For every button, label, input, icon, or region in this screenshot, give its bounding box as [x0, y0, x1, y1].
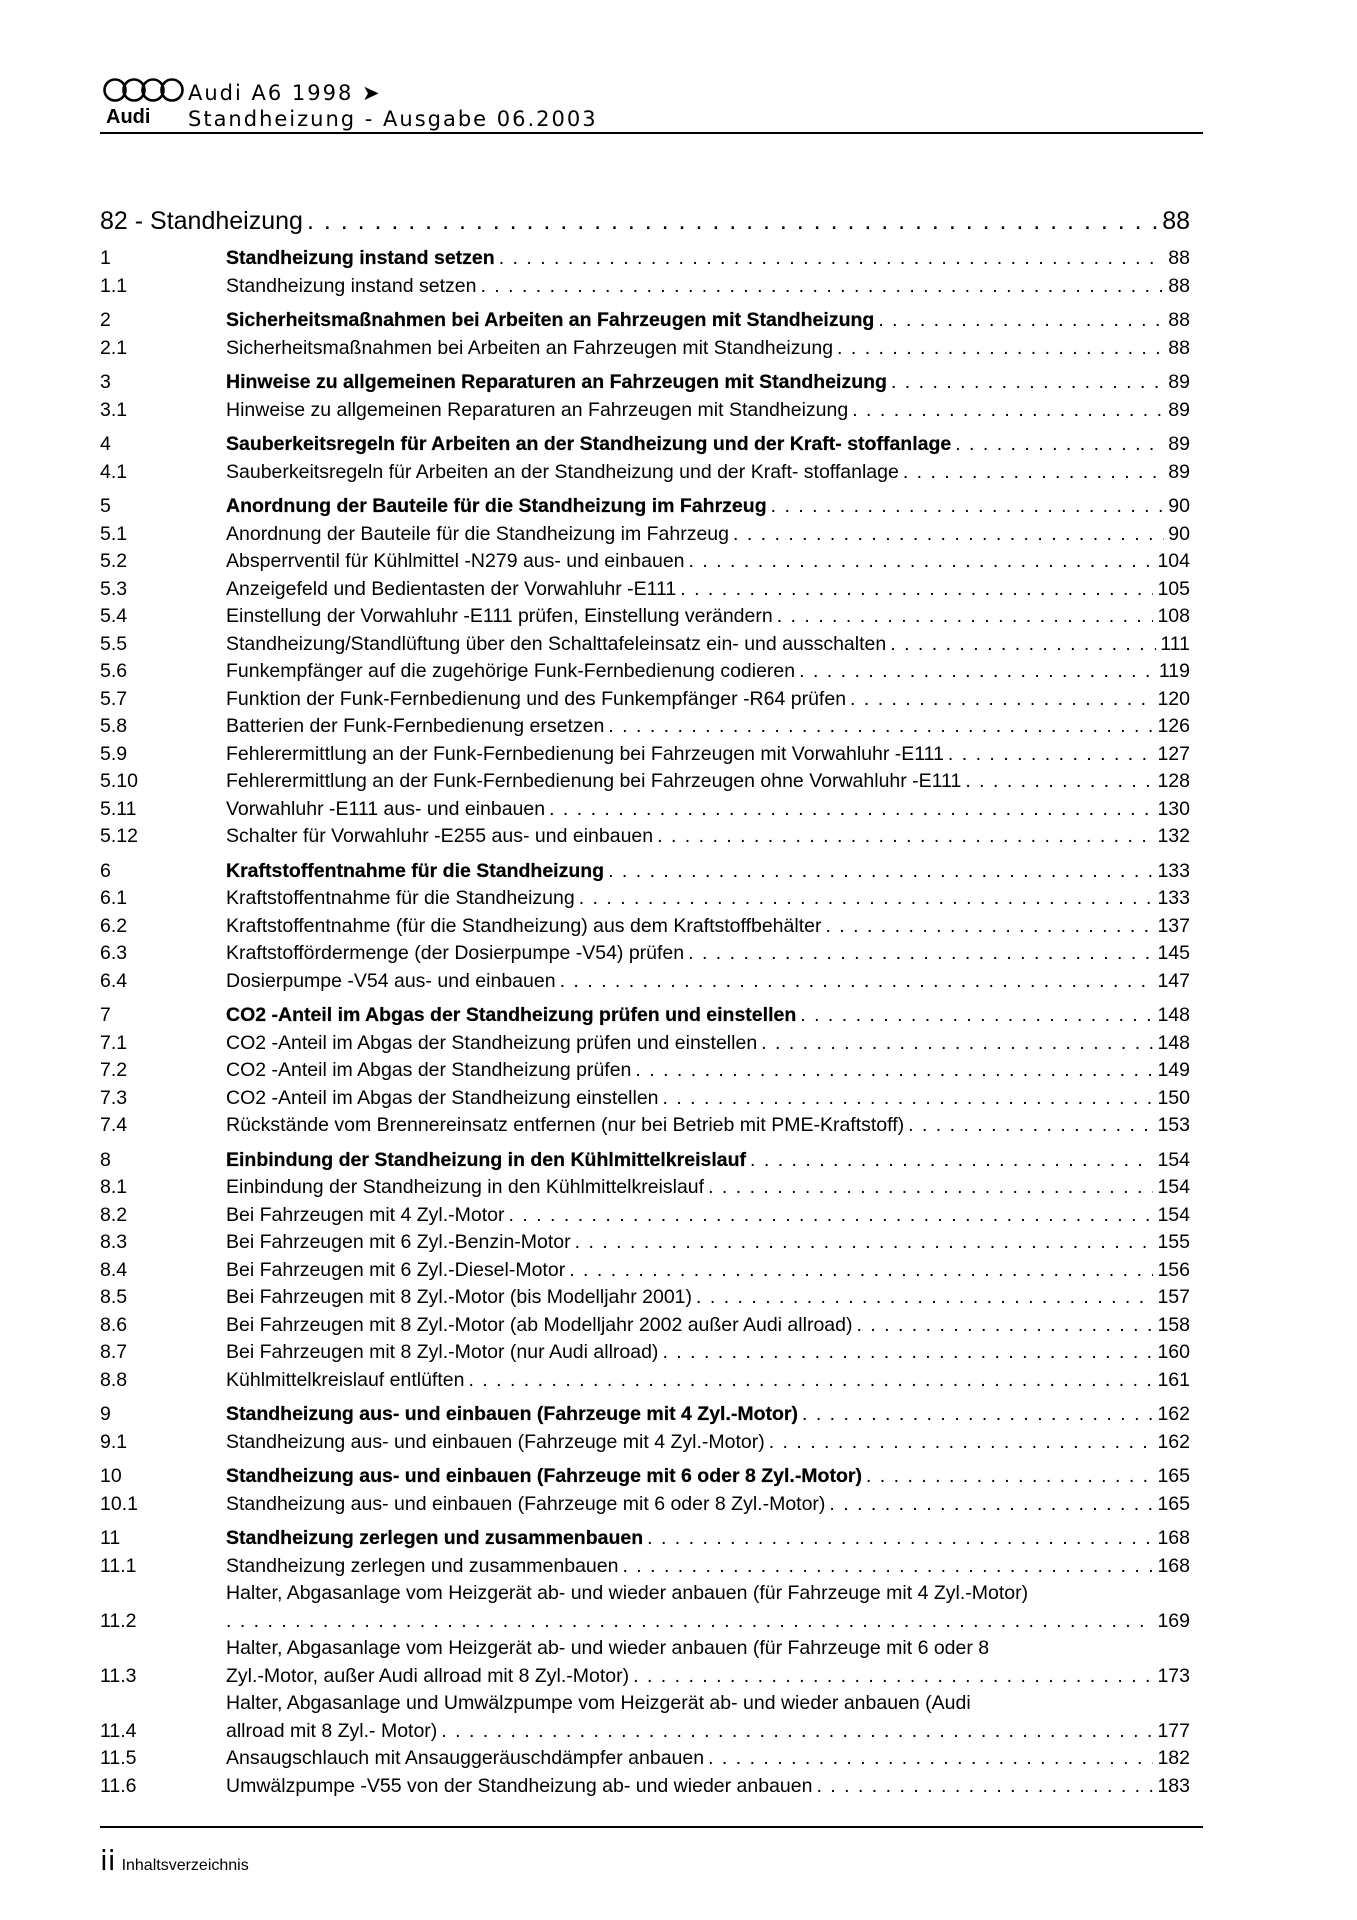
leader-dots — [688, 940, 1153, 968]
toc-entry-number: 8.8 — [100, 1368, 128, 1391]
toc-entry[interactable] — [100, 741, 1190, 769]
toc-entry-number: 8.7 — [100, 1341, 128, 1363]
toc-entry[interactable] — [100, 1085, 1190, 1113]
header-model: Audi A6 1998 ➤ — [188, 81, 382, 105]
toc-entry-number: 8.3 — [100, 1231, 128, 1253]
toc-entry[interactable] — [100, 796, 1190, 824]
toc-entry-number: 10 — [100, 1465, 122, 1487]
toc-entry[interactable] — [100, 335, 1190, 363]
toc-entry-title-line2: allroad mit 8 Zyl.- Motor) — [226, 1719, 438, 1742]
toc-entry-number: 8.6 — [100, 1313, 128, 1336]
toc-entry-title: Absperrventil für Kühlmittel -N279 aus- und einbauen — [226, 550, 685, 572]
toc-entry[interactable] — [100, 1057, 1190, 1085]
toc-entry-title: Bei Fahrzeugen mit 4 Zyl.-Motor — [226, 1203, 505, 1226]
toc-entry-page: 168 — [1157, 1554, 1190, 1577]
toc-entry-page: 183 — [1157, 1774, 1190, 1797]
toc-entry-title: Bei Fahrzeugen mit 6 Zyl.-Benzin-Motor — [226, 1231, 571, 1253]
toc-entry-number: 11.5 — [100, 1747, 137, 1769]
toc-entry[interactable] — [100, 913, 1190, 941]
toc-entry-page: 128 — [1157, 770, 1190, 792]
toc-entry-title: Anzeigefeld und Bedientasten der Vorwahluhr -E111 — [226, 577, 677, 600]
toc-entry-title: CO2 -Anteil im Abgas der Standheizung prüfen — [226, 1059, 632, 1081]
toc-entry-number: 11 — [100, 1527, 121, 1549]
leader-dots — [878, 307, 1164, 335]
toc-entry-number: 3.1 — [100, 398, 128, 421]
leader-dots — [549, 796, 1153, 824]
toc-entry[interactable] — [100, 1147, 1190, 1175]
toc-entry-page: 149 — [1157, 1059, 1190, 1081]
toc-entry-title: Bei Fahrzeugen mit 8 Zyl.-Motor (ab Modelljahr 2002 außer Audi allroad) — [226, 1313, 853, 1336]
leader-dots — [750, 1147, 1153, 1175]
toc-entry-number: 5 — [100, 495, 111, 517]
toc-entry-title: Umwälzpumpe -V55 von der Standheizung ab- und wieder anbauen — [226, 1774, 813, 1797]
toc-entry-number: 7.1 — [100, 1031, 128, 1054]
toc-entry-page: 137 — [1157, 914, 1190, 937]
toc-entry[interactable] — [100, 1030, 1190, 1058]
toc-entry-number: 8.1 — [100, 1176, 128, 1198]
toc-entry-title: Sicherheitsmaßnahmen bei Arbeiten an Fahrzeugen mit Standheizung — [226, 309, 875, 331]
toc-entry-page: 105 — [1157, 577, 1190, 600]
toc-entry-page: 165 — [1157, 1492, 1190, 1515]
leader-dots — [226, 1608, 1153, 1636]
toc-entry-number: 5.11 — [100, 797, 137, 820]
toc-entry-page: 155 — [1157, 1231, 1190, 1253]
toc-entry-page: 161 — [1157, 1368, 1190, 1391]
toc-entry[interactable] — [100, 1463, 1190, 1491]
toc-entry[interactable] — [100, 1773, 1190, 1801]
toc-entry-title: Ansaugschlauch mit Ansauggeräuschdämpfer anbauen — [226, 1747, 705, 1769]
toc-entry-number: 8 — [100, 1148, 111, 1171]
leader-dots — [560, 968, 1154, 996]
toc-entry-page: 133 — [1157, 887, 1190, 909]
toc-entry-number: 9 — [100, 1403, 111, 1425]
leader-dots — [799, 658, 1155, 686]
leader-dots — [761, 1030, 1153, 1058]
toc-entry-number: 6.2 — [100, 914, 128, 937]
toc-entry-number: 6.1 — [100, 887, 128, 909]
toc-entry-number: 6 — [100, 859, 111, 882]
toc-entry-title: Schalter für Vorwahluhr -E255 aus- und einbauen — [226, 825, 654, 847]
toc-entry-title: Standheizung aus- und einbauen (Fahrzeuge mit 6 oder 8 Zyl.-Motor) — [226, 1465, 862, 1487]
leader-dots — [903, 459, 1164, 487]
toc-entry-page: 89 — [1168, 398, 1190, 421]
toc-entry[interactable] — [100, 245, 1190, 273]
toc-chapter-heading[interactable] — [100, 204, 1190, 238]
toc-entry[interactable] — [100, 1002, 1190, 1030]
leader-dots — [680, 576, 1153, 604]
toc-entry[interactable] — [100, 1312, 1190, 1340]
toc-entry-title: Kraftstoffentnahme (für die Standheizung) aus dem Kraftstoffbehälter — [226, 914, 822, 937]
toc-entry-number: 2 — [100, 309, 111, 331]
leader-dots — [777, 603, 1154, 631]
toc-entry-page: 133 — [1157, 859, 1190, 882]
toc-entry-number: 1.1 — [100, 274, 128, 297]
toc-entry[interactable] — [100, 493, 1190, 521]
leader-dots — [708, 1174, 1153, 1202]
toc-entry-title: Kraftstoffentnahme für die Standheizung — [226, 887, 575, 909]
toc-entry[interactable] — [100, 1284, 1190, 1312]
toc-entry-page: 108 — [1157, 605, 1190, 627]
leader-dots — [663, 1085, 1154, 1113]
table-of-contents — [100, 204, 1190, 1800]
footer-rule — [100, 1826, 1203, 1828]
toc-entry-page: 120 — [1157, 687, 1190, 710]
toc-entry-page: 88 — [1168, 336, 1190, 359]
leader-dots — [689, 548, 1154, 576]
toc-entry[interactable] — [100, 1367, 1190, 1395]
toc-entry-title: Fehlerermittlung an der Funk-Fernbedienung bei Fahrzeugen mit Vorwahluhr -E111 — [226, 742, 944, 765]
toc-entry-number: 8.5 — [100, 1286, 128, 1308]
toc-entry-number: 5.12 — [100, 825, 138, 847]
toc-entry[interactable] — [100, 968, 1190, 996]
leader-dots — [608, 713, 1153, 741]
toc-entry[interactable] — [100, 1525, 1190, 1553]
toc-entry-title: Funkempfänger auf die zugehörige Funk-Fernbedienung codieren — [226, 660, 796, 682]
toc-entry[interactable] — [100, 521, 1190, 549]
toc-entry[interactable] — [100, 273, 1190, 301]
toc-entry[interactable] — [100, 1202, 1190, 1230]
toc-entry-page: 158 — [1157, 1313, 1190, 1336]
toc-entry[interactable] — [100, 1553, 1190, 1581]
toc-entry-title: Vorwahluhr -E111 aus- und einbauen — [226, 797, 546, 820]
toc-entry-title: Standheizung/Standlüftung über den Schalttafeleinsatz ein- und ausschalten — [226, 632, 887, 655]
toc-entry-title: Einbindung der Standheizung in den Kühlmittelkreislauf — [226, 1176, 705, 1198]
toc-entry-title: Batterien der Funk-Fernbedienung ersetzen — [226, 715, 605, 737]
header-rule — [100, 132, 1203, 134]
leader-dots — [816, 1773, 1153, 1801]
toc-entry-number: 10.1 — [100, 1492, 138, 1515]
toc-entry-title-line1: Halter, Abgasanlage vom Heizgerät ab- und wieder anbauen (für Fahrzeuge mit 6 oder 8 — [226, 1637, 990, 1659]
toc-entry-page: 154 — [1157, 1203, 1190, 1226]
toc-entry-title: Standheizung zerlegen und zusammenbauen — [226, 1527, 644, 1549]
audi-wordmark: Audi — [106, 106, 151, 128]
toc-entry-title: Kraftstoffördermenge (der Dosierpumpe -V54) prüfen — [226, 942, 685, 964]
toc-entry-number: 11.4 — [100, 1719, 137, 1742]
leader-dots — [696, 1284, 1153, 1312]
toc-entry-page: 147 — [1157, 969, 1190, 992]
toc-entry[interactable] — [100, 1745, 1190, 1773]
toc-entry-number: 7.4 — [100, 1114, 128, 1136]
toc-entry-title: CO2 -Anteil im Abgas der Standheizung prüfen und einstellen — [226, 1031, 758, 1054]
toc-entry[interactable] — [100, 1112, 1190, 1140]
toc-entry[interactable] — [100, 940, 1190, 968]
page-header — [100, 78, 1200, 134]
toc-entry-page: 132 — [1157, 825, 1190, 847]
toc-entry[interactable] — [100, 397, 1190, 425]
toc-entry-page: 177 — [1157, 1719, 1190, 1742]
toc-entry-page: 89 — [1168, 433, 1190, 455]
chapter-page: 88 — [1162, 207, 1190, 235]
toc-entry-number: 5.9 — [100, 742, 128, 765]
toc-entry-page: 119 — [1158, 660, 1190, 682]
toc-entry-title: Sauberkeitsregeln für Arbeiten an der Standheizung und der Kraft- stoffanlage — [226, 460, 899, 483]
toc-entry-title: Standheizung instand setzen — [226, 274, 477, 297]
leader-dots — [866, 1463, 1154, 1491]
toc-entry-number: 5.5 — [100, 632, 128, 655]
toc-entry-number: 11.2 — [100, 1609, 137, 1632]
toc-entry-page: 156 — [1157, 1258, 1190, 1281]
toc-entry-title: Einstellung der Vorwahluhr -E111 prüfen, Einstellung verändern — [226, 605, 773, 627]
toc-entry-title: Standheizung aus- und einbauen (Fahrzeuge mit 4 Zyl.-Motor) — [226, 1403, 799, 1425]
chapter-title: 82 - Standheizung — [100, 207, 303, 235]
leader-dots — [891, 369, 1164, 397]
page-footer — [100, 1844, 249, 1877]
toc-entry-page: 153 — [1157, 1114, 1190, 1136]
toc-entry-title: Standheizung instand setzen — [226, 247, 495, 269]
leader-dots — [948, 741, 1154, 769]
toc-entry[interactable] — [100, 823, 1190, 851]
toc-entry-title: Standheizung aus- und einbauen (Fahrzeuge mit 4 Zyl.-Motor) — [226, 1430, 765, 1453]
toc-entry-page: 162 — [1157, 1430, 1190, 1453]
leader-dots — [837, 335, 1164, 363]
toc-entry-page: 150 — [1157, 1086, 1190, 1109]
toc-entry[interactable] — [100, 1339, 1190, 1367]
toc-entry-page: 88 — [1168, 247, 1190, 269]
footer-label: Inhaltsverzeichnis — [121, 1857, 249, 1874]
toc-entry-page: 126 — [1157, 715, 1190, 737]
leader-dots — [608, 858, 1153, 886]
toc-entry-number: 7.2 — [100, 1059, 128, 1081]
toc-entry-title: Standheizung zerlegen und zusammenbauen — [226, 1554, 619, 1577]
toc-entry[interactable] — [100, 1580, 1190, 1635]
toc-entry-number: 8.2 — [100, 1203, 128, 1226]
toc-entry-number: 8.4 — [100, 1258, 128, 1281]
toc-entry-title-line2: Zyl.-Motor, außer Audi allroad mit 8 Zyl.-Motor) — [226, 1664, 630, 1687]
toc-entry-number: 11.3 — [100, 1664, 137, 1687]
toc-entry[interactable] — [100, 603, 1190, 631]
toc-entry-title: Einbindung der Standheizung in den Kühlmittelkreislauf — [226, 1148, 747, 1171]
leader-dots — [829, 1491, 1153, 1519]
toc-entry-title: Funktion der Funk-Fernbedienung und des Funkempfänger -R64 prüfen — [226, 687, 847, 710]
toc-entry[interactable] — [100, 858, 1190, 886]
leader-dots — [850, 686, 1153, 714]
leader-dots — [441, 1718, 1153, 1746]
toc-entry-title: Bei Fahrzeugen mit 8 Zyl.-Motor (bis Modelljahr 2001) — [226, 1286, 693, 1308]
toc-entry-page: 162 — [1157, 1403, 1190, 1425]
toc-entry[interactable] — [100, 768, 1190, 796]
toc-entry-page: 182 — [1157, 1747, 1190, 1769]
toc-entry-page: 89 — [1168, 371, 1190, 393]
toc-entry-number: 5.3 — [100, 577, 128, 600]
toc-entry-title-line1: Halter, Abgasanlage und Umwälzpumpe vom Heizgerät ab- und wieder anbauen (Audi — [226, 1692, 971, 1714]
toc-entry[interactable] — [100, 885, 1190, 913]
toc-entry[interactable] — [100, 459, 1190, 487]
toc-entry[interactable] — [100, 1491, 1190, 1519]
leader-dots — [579, 885, 1154, 913]
toc-entry-page: 127 — [1157, 742, 1190, 765]
leader-dots — [733, 521, 1164, 549]
toc-entry-number: 5.10 — [100, 770, 138, 792]
toc-entry-page: 154 — [1157, 1148, 1190, 1171]
toc-entry-page: 173 — [1157, 1664, 1190, 1687]
toc-entry-page: 160 — [1157, 1341, 1190, 1363]
toc-entry[interactable] — [100, 369, 1190, 397]
leader-dots — [965, 768, 1153, 796]
leader-dots — [499, 245, 1165, 273]
toc-entry[interactable] — [100, 631, 1190, 659]
toc-entry-number: 4 — [100, 433, 111, 455]
toc-entry[interactable] — [100, 1401, 1190, 1429]
toc-entry[interactable] — [100, 658, 1190, 686]
toc-entry-title-line1: Halter, Abgasanlage vom Heizgerät ab- und wieder anbauen (für Fahrzeuge mit 4 Zyl.-Motor) — [226, 1582, 1029, 1604]
leader-dots — [622, 1553, 1153, 1581]
leader-dots — [825, 913, 1153, 941]
toc-entry-title: Fehlerermittlung an der Funk-Fernbedienung bei Fahrzeugen ohne Vorwahluhr -E111 — [226, 770, 962, 792]
leader-dots — [890, 631, 1156, 659]
toc-entry-title: Kraftstoffentnahme für die Standheizung — [226, 859, 605, 882]
toc-entry-title: Standheizung aus- und einbauen (Fahrzeuge mit 6 oder 8 Zyl.-Motor) — [226, 1492, 826, 1515]
toc-entry-page: 90 — [1168, 495, 1190, 517]
toc-entry-title: Dosierpumpe -V54 aus- und einbauen — [226, 969, 556, 992]
leader-dots — [955, 431, 1164, 459]
toc-entry-number: 3 — [100, 371, 111, 393]
toc-entry-page: 145 — [1157, 942, 1190, 964]
toc-entry[interactable] — [100, 576, 1190, 604]
leader-dots — [771, 493, 1165, 521]
toc-entry-title: Bei Fahrzeugen mit 6 Zyl.-Diesel-Motor — [226, 1258, 566, 1281]
footer-page-number: ii — [100, 1844, 116, 1877]
toc-entry-number: 11.1 — [100, 1554, 137, 1577]
toc-entry-page: 165 — [1157, 1465, 1190, 1487]
toc-entry-page: 148 — [1157, 1004, 1190, 1026]
toc-entry[interactable] — [100, 1635, 1190, 1690]
toc-entry-title: Hinweise zu allgemeinen Reparaturen an Fahrzeugen mit Standheizung — [226, 398, 849, 421]
toc-entry-page: 89 — [1168, 460, 1190, 483]
toc-entry-title: Anordnung der Bauteile für die Standheizung im Fahrzeug — [226, 522, 729, 545]
toc-entry-page: 104 — [1157, 550, 1190, 572]
leader-dots — [856, 1312, 1153, 1340]
leader-dots — [800, 1002, 1153, 1030]
leader-dots — [657, 823, 1153, 851]
toc-entry[interactable] — [100, 431, 1190, 459]
toc-entry[interactable] — [100, 1229, 1190, 1257]
leader-dots — [569, 1257, 1153, 1285]
leader-dots — [575, 1229, 1154, 1257]
toc-entry-title: Kühlmittelkreislauf entlüften — [226, 1368, 465, 1391]
leader-dots — [635, 1057, 1153, 1085]
toc-entry-number: 5.1 — [100, 522, 128, 545]
toc-entry[interactable] — [100, 1429, 1190, 1457]
leader-dots — [468, 1367, 1153, 1395]
toc-entry-title: Rückstände vom Brennereinsatz entfernen (nur bei Betrieb mit PME-Kraftstoff) — [226, 1114, 905, 1136]
toc-entry-number: 1 — [100, 247, 111, 269]
toc-entry-number: 5.7 — [100, 687, 128, 710]
toc-entry-page: 169 — [1157, 1609, 1190, 1632]
leader-dots — [708, 1745, 1153, 1773]
toc-entry-page: 154 — [1157, 1176, 1190, 1198]
toc-entry-title: Bei Fahrzeugen mit 8 Zyl.-Motor (nur Audi allroad) — [226, 1341, 659, 1363]
toc-entry-number: 7.3 — [100, 1086, 128, 1109]
toc-entry-number: 5.2 — [100, 550, 128, 572]
toc-entry-page: 157 — [1157, 1286, 1190, 1308]
toc-entry-title: CO2 -Anteil im Abgas der Standheizung prüfen und einstellen — [226, 1004, 797, 1026]
leader-dots — [662, 1339, 1153, 1367]
toc-entry-number: 4.1 — [100, 460, 128, 483]
toc-entry[interactable] — [100, 1257, 1190, 1285]
toc-entry-number: 6.3 — [100, 942, 128, 964]
toc-entry[interactable] — [100, 1690, 1190, 1745]
toc-entry[interactable] — [100, 1174, 1190, 1202]
toc-entry[interactable] — [100, 307, 1190, 335]
toc-entry[interactable] — [100, 686, 1190, 714]
leader-dots — [307, 204, 1158, 238]
toc-entry-number: 9.1 — [100, 1430, 128, 1453]
toc-entry-page: 130 — [1157, 797, 1190, 820]
toc-entry[interactable] — [100, 548, 1190, 576]
toc-entry-page: 90 — [1168, 522, 1190, 545]
toc-entry-title: Sauberkeitsregeln für Arbeiten an der Standheizung und der Kraft- stoffanlage — [226, 433, 952, 455]
toc-entry-title: CO2 -Anteil im Abgas der Standheizung einstellen — [226, 1086, 659, 1109]
toc-entry-page: 168 — [1157, 1527, 1190, 1549]
toc-entry-number: 2.1 — [100, 336, 128, 359]
leader-dots — [802, 1401, 1153, 1429]
toc-entry-title: Anordnung der Bauteile für die Standheizung im Fahrzeug — [226, 495, 767, 517]
toc-entry-number: 5.4 — [100, 605, 128, 627]
leader-dots — [908, 1112, 1153, 1140]
leader-dots — [633, 1663, 1153, 1691]
toc-entry-number: 5.6 — [100, 660, 128, 682]
toc-entry-title: Hinweise zu allgemeinen Reparaturen an Fahrzeugen mit Standheizung — [226, 371, 887, 393]
toc-entry-number: 11.6 — [100, 1774, 137, 1797]
leader-dots — [647, 1525, 1153, 1553]
leader-dots — [769, 1429, 1154, 1457]
toc-entry-title: Sicherheitsmaßnahmen bei Arbeiten an Fahrzeugen mit Standheizung — [226, 336, 834, 359]
leader-dots — [852, 397, 1164, 425]
toc-entry-page: 111 — [1160, 632, 1190, 655]
toc-entry-page: 148 — [1157, 1031, 1190, 1054]
leader-dots — [480, 273, 1164, 301]
toc-entry-number: 5.8 — [100, 715, 128, 737]
toc-entry-number: 6.4 — [100, 969, 128, 992]
toc-entry-page: 88 — [1168, 309, 1190, 331]
leader-dots — [509, 1202, 1154, 1230]
toc-entry[interactable] — [100, 713, 1190, 741]
header-subtitle: Standheizung - Ausgabe 06.2003 — [188, 107, 598, 131]
toc-entry-page: 88 — [1168, 274, 1190, 297]
toc-entry-number: 7 — [100, 1004, 111, 1026]
